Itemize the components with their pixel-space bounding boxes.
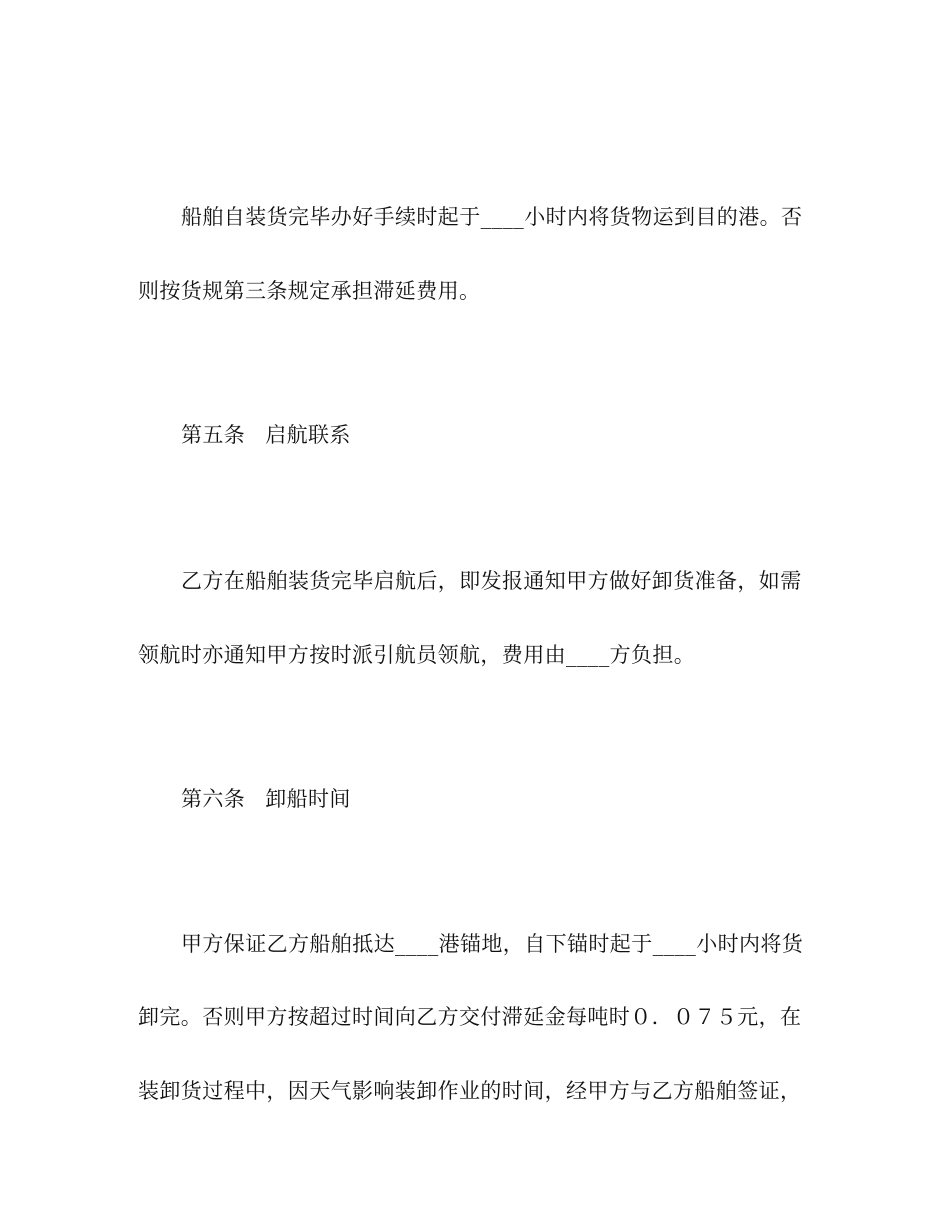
- article-6-title: 卸船时间: [265, 787, 351, 811]
- paragraph-1-line-2: 则按货规第三条规定承担滞延费用。: [138, 279, 481, 303]
- paragraph-2-line-2: 领航时亦通知甲方按时派引航员领航，费用由____方负担。: [138, 643, 696, 667]
- article-5-number: 第五条: [181, 423, 246, 447]
- paragraph-2-line-1: 乙方在船舶装货完毕启航后，即发报通知甲方做好卸货准备，如需: [181, 569, 802, 593]
- paragraph-1-line-1: 船舶自装货完毕办好手续时起于____小时内将货物运到目的港。否: [181, 205, 803, 229]
- article-6-heading: [181, 784, 351, 814]
- article-6-number: 第六条: [181, 787, 246, 811]
- paragraph-3-line-1: 甲方保证乙方船舶抵达____港锚地，自下锚时起于____小时内将货: [181, 932, 804, 956]
- paragraph-3-line-3: 装卸货过程中，因天气影响装卸作业的时间，经甲方与乙方船舶签证，: [138, 1079, 802, 1103]
- paragraph-3-line-2: 卸完。否则甲方按超过时间向乙方交付滞延金每吨时０．０７５元，在: [138, 1005, 802, 1029]
- article-5-title: 启航联系: [265, 423, 351, 447]
- article-5-heading: [181, 420, 351, 450]
